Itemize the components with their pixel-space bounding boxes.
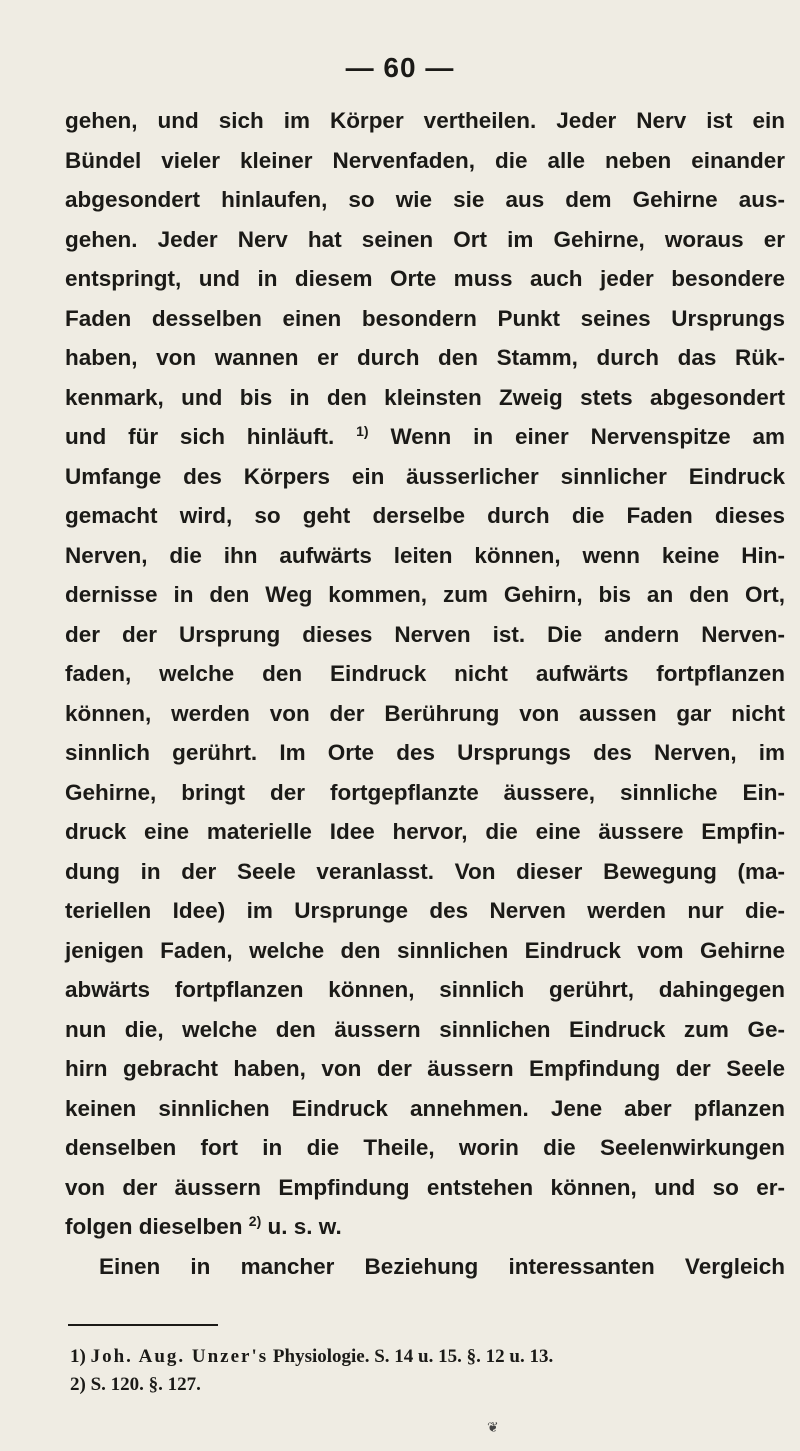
footnote-1 — [70, 1343, 770, 1371]
text-line-with-footnote-ref — [65, 1207, 785, 1247]
footnote-text: Physiologie. S. 14 u. 15. §. 12 u. 13. — [272, 1346, 554, 1367]
text-line: Gehirne, bringt der fortgepflanzte äussere, sinnliche Ein- — [65, 779, 785, 805]
text-line-indented: Einen in mancher Beziehung interessanten Vergleich — [99, 1253, 785, 1279]
footnote-2: 2) S. 120. §. 127. — [70, 1374, 201, 1395]
text-line: sinnlich gerührt. Im Orte des Ursprungs des Nerven, im — [65, 740, 785, 765]
text-line: haben, von wannen er durch den Stamm, durch das Rük- — [65, 345, 785, 370]
footnote-ref-2[interactable]: 2) — [248, 1213, 262, 1229]
line-text: Wenn in einer Nervenspitze am — [390, 424, 785, 449]
line-text: und für sich hinläuft. — [65, 424, 335, 449]
text-line: faden, welche den Eindruck nicht aufwärts fortpflanzen — [65, 661, 785, 686]
text-line: dung in der Seele veranlasst. Von dieser Bewegung (ma- — [65, 858, 785, 884]
printer-mark: ❦ — [487, 1420, 499, 1436]
footnote-divider — [68, 1324, 218, 1326]
text-line: abgesondert hinlaufen, so wie sie aus dem Gehirne aus- — [65, 187, 785, 212]
line-text: u. s. w. — [267, 1214, 342, 1239]
text-line: nun die, welche den äussern sinnlichen Eindruck zum Ge- — [65, 1016, 785, 1042]
text-line: jenigen Faden, welche den sinnlichen Eindruck vom Gehirne — [65, 937, 785, 963]
text-line: Bündel vieler kleiner Nervenfaden, die alle neben einander — [65, 147, 785, 173]
text-line: Faden desselben einen besondern Punkt seines Ursprungs — [65, 305, 785, 331]
text-line: denselben fort in die Theile, worin die Seelenwirkungen — [65, 1135, 785, 1160]
text-line-with-footnote-ref — [65, 417, 785, 457]
text-line: Nerven, die ihn aufwärts leiten können, wenn keine Hin- — [65, 542, 785, 568]
text-line: können, werden von der Berührung von aussen gar nicht — [65, 700, 785, 726]
text-line: abwärts fortpflanzen können, sinnlich gerührt, dahingegen — [65, 977, 785, 1002]
text-line: keinen sinnlichen Eindruck annehmen. Jene aber pflanzen — [65, 1095, 785, 1121]
footnote-ref-1[interactable]: 1) — [356, 423, 369, 439]
footnote-author: Joh. Aug. Unzer's — [90, 1346, 269, 1367]
text-line: Umfange des Körpers ein äusserlicher sinnlicher Eindruck — [65, 463, 785, 489]
page-number: — 60 — — [345, 52, 455, 83]
text-line: gemacht wird, so geht derselbe durch die Faden dieses — [65, 503, 785, 528]
text-line: teriellen Idee) im Ursprunge des Nerven werden nur die- — [65, 898, 785, 923]
text-line: gehen, und sich im Körper vertheilen. Jeder Nerv ist ein — [65, 108, 785, 133]
line-text: folgen dieselben — [65, 1214, 243, 1239]
body-text — [65, 101, 785, 1286]
footnote-marker: 1) — [70, 1346, 86, 1367]
text-line: der der Ursprung dieses Nerven ist. Die andern Nerven- — [65, 621, 785, 647]
footnotes — [70, 1343, 770, 1399]
text-line: dernisse in den Weg kommen, zum Gehirn, bis an den Ort, — [65, 582, 785, 607]
text-line: von der äussern Empfindung entstehen können, und so er- — [65, 1174, 785, 1200]
text-line: gehen. Jeder Nerv hat seinen Ort im Gehirne, woraus er — [65, 226, 785, 252]
text-line: kenmark, und bis in den kleinsten Zweig stets abgesondert — [65, 384, 785, 410]
text-line: entspringt, und in diesem Orte muss auch jeder besondere — [65, 266, 785, 291]
text-line: hirn gebracht haben, von der äussern Empfindung der Seele — [65, 1056, 785, 1081]
text-line: druck eine materielle Idee hervor, die eine äussere Empfin- — [65, 819, 785, 844]
